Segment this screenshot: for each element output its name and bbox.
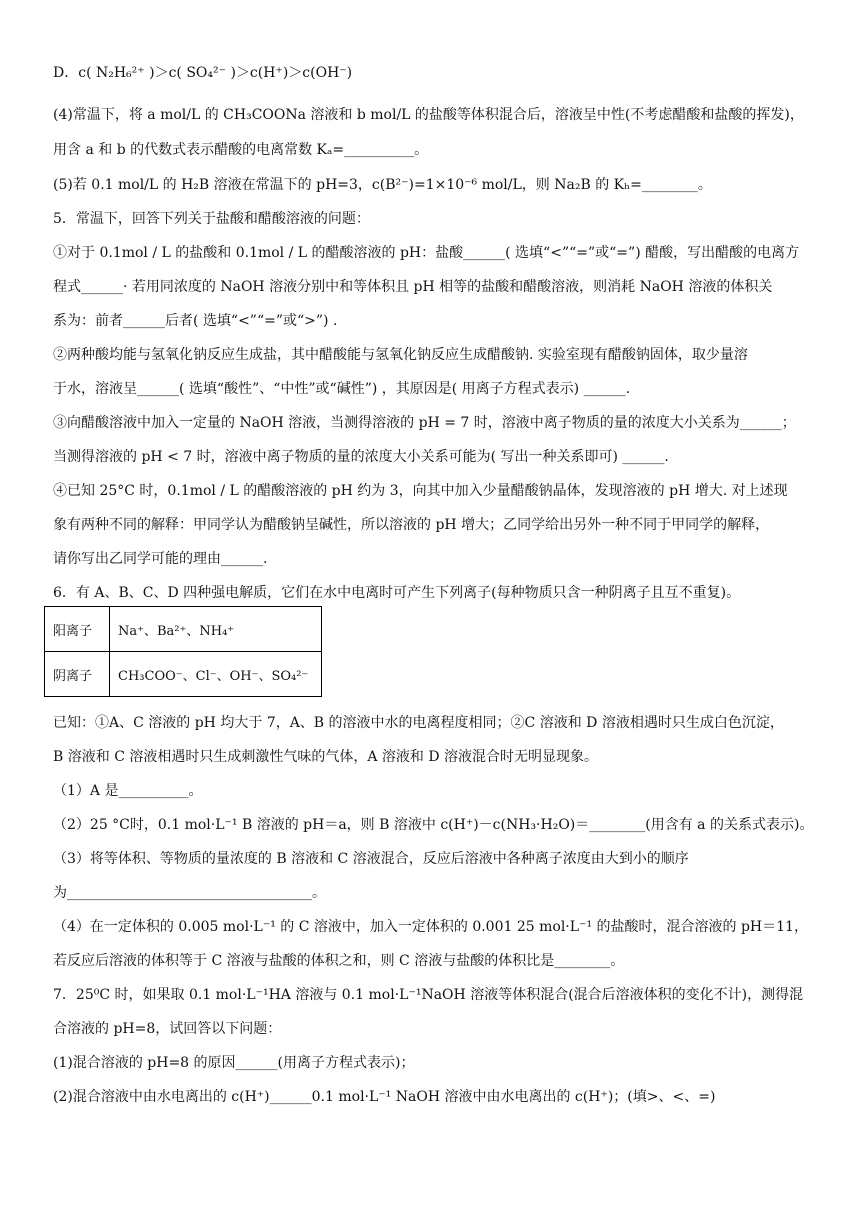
text-line: 程式______· 若用同浓度的 NaOH 溶液分别中和等体积且 pH 相等的盐酸和醋酸溶液，则消耗 NaOH 溶液的体积关 — [53, 279, 773, 295]
text-line: (2)混合溶液中由水电离出的 c(H⁺)______0.1 mol·L⁻¹ NaOH 溶液中由水电离出的 c(H⁺)；(填>、<、=) — [53, 1089, 716, 1105]
text-line: (1)混合溶液的 pH=8 的原因______(用离子方程式表示)； — [53, 1055, 415, 1071]
text-line: B 溶液和 C 溶液相遇时只生成刺激性气味的气体，A 溶液和 D 溶液混合时无明显现象。 — [53, 749, 599, 765]
text-line: （4）在一定体积的 0.005 mol·L⁻¹ 的 C 溶液中，加入一定体积的 0.001 25 mol·L⁻¹ 的盐酸时，混合溶液的 pH＝11， — [53, 919, 808, 935]
text-line: 系为：前者______后者( 选填“<”“=”或“>”) . — [53, 313, 338, 329]
text-line: (4)常温下，将 a mol/L 的 CH₃COONa 溶液和 b mol/L 的盐酸等体积混合后，溶液呈中性(不考虑醋酸和盐酸的挥发)， — [53, 107, 804, 123]
text-line: 象有两种不同的解释：甲同学认为醋酸钠呈碱性，所以溶液的 pH 增大；乙同学给出另外一种不同于甲同学的解释， — [53, 517, 770, 533]
text-line: 合溶液的 pH=8，试回答以下问题： — [53, 1021, 282, 1037]
text-line: 于水，溶液呈______( 选填“酸性”、“中性”或“碱性”) ，其原因是( 用离子方程式表示) ______. — [53, 381, 631, 397]
text-line: ②两种酸均能与氢氧化钠反应生成盐，其中醋酸能与氢氧化钠反应生成醋酸钠. 实验室现有醋酸钠固体，取少量溶 — [53, 347, 748, 363]
text-line: 已知：①A、C 溶液的 pH 均大于 7，A、B 的溶液中水的电离程度相同；②C 溶液和 D 溶液相遇时只生成白色沉淀， — [53, 715, 784, 731]
text-line: （2）25 °C时，0.1 mol·L⁻¹ B 溶液的 pH＝a，则 B 溶液中 c(H⁺)－c(NH₃·H₂O)＝________(用含有 a 的关系式表示)。 — [53, 817, 814, 833]
text-line: 6．有 A、B、C、D 四种强电解质，它们在水中电离时可产生下列离子(每种物质只含一种阴离子且互不重复)。 — [53, 585, 741, 601]
text-line: D．c( N₂H₆²⁺ )＞c( SO₄²⁻ )＞c(H⁺)＞c(OH⁻) — [53, 65, 353, 81]
text-line: （3）将等体积、等物质的量浓度的 B 溶液和 C 溶液混合，反应后溶液中各种离子浓度由大到小的顺序 — [53, 851, 689, 867]
text-line: (5)若 0.1 mol/L 的 H₂B 溶液在常温下的 pH=3，c(B²⁻)=1×10⁻⁶ mol/L，则 Na₂B 的 Kₕ=________。 — [53, 177, 712, 193]
text-line: ③向醋酸溶液中加入一定量的 NaOH 溶液，当测得溶液的 pH = 7 时，溶液中离子物质的量的浓度大小关系为______； — [53, 415, 796, 431]
cation-label: 阳离子 — [45, 607, 110, 652]
text-line: 为___________________________________。 — [53, 885, 326, 901]
text-line: 请你写出乙同学可能的理由______. — [53, 551, 268, 567]
text-line: 若反应后溶液的体积等于 C 溶液与盐酸的体积之和，则 C 溶液与盐酸的体积比是________。 — [53, 953, 625, 969]
text-line: 当测得溶液的 pH < 7 时，溶液中离子物质的量的浓度大小关系可能为( 写出一种关系即可) ______. — [53, 449, 669, 465]
text-line: 用含 a 和 b 的代数式表示醋酸的电离常数 Kₐ=__________。 — [53, 142, 429, 158]
text-line: （1）A 是__________。 — [53, 783, 203, 799]
text-line: 5．常温下，回答下列关于盐酸和醋酸溶液的问题： — [53, 211, 370, 227]
text-line: ④已知 25°C 时，0.1mol / L 的醋酸溶液的 pH 约为 3，向其中加入少量醋酸钠晶体，发现溶液的 pH 增大. 对上述现 — [53, 483, 788, 499]
anion-list: CH₃COO⁻、Cl⁻、OH⁻、SO₄²⁻ — [110, 652, 322, 697]
anion-row — [45, 652, 322, 697]
text-line: 7．25⁰C 时，如果取 0.1 mol·L⁻¹HA 溶液与 0.1 mol·L⁻¹NaOH 溶液等体积混合(混合后溶液体积的变化不计)，测得混 — [53, 987, 804, 1003]
cation-list: Na⁺、Ba²⁺、NH₄⁺ — [110, 607, 322, 652]
anion-label: 阴离子 — [45, 652, 110, 697]
text-line: ①对于 0.1mol / L 的盐酸和 0.1mol / L 的醋酸溶液的 pH：盐酸______( 选填“<”“=”或“=”) 醋酸，写出醋酸的电离方 — [53, 245, 800, 261]
cation-row — [45, 607, 322, 652]
ion-table — [44, 606, 322, 697]
